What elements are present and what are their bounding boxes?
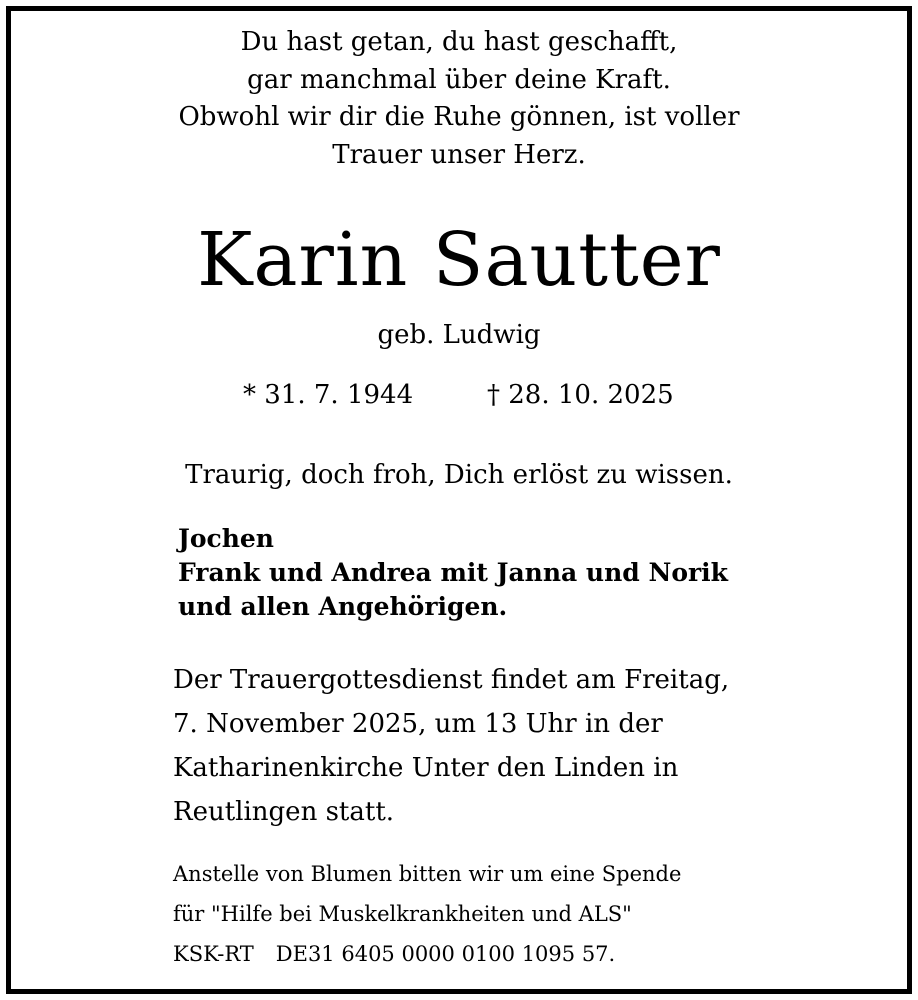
birth-date: * 31. 7. 1944 <box>243 380 414 410</box>
deceased-name: Karin Sautter <box>197 217 721 303</box>
donation-line: für "Hilfe bei Muskelkrankheiten und ALS" <box>173 902 632 926</box>
mourners-list <box>178 522 728 624</box>
consolation-line: Traurig, doch froh, Dich erlöst zu wissen. <box>185 460 733 490</box>
iban: DE31 6405 0000 0100 1095 57. <box>275 942 616 966</box>
service-line: Reutlingen statt. <box>173 797 395 827</box>
poem-line: Obwohl wir dir die Ruhe gönnen, ist voller <box>178 102 740 132</box>
mourner-line: Frank und Andrea mit Janna und Norik <box>178 558 728 587</box>
service-line: Der Trauergottesdienst findet am Freitag, <box>173 665 730 695</box>
death-date: † 28. 10. 2025 <box>487 380 674 410</box>
donation-notice <box>173 854 681 974</box>
service-line: Katharinenkirche Unter den Linden in <box>173 753 679 783</box>
mourner-line: Jochen <box>178 524 274 553</box>
bank-name: KSK-RT <box>173 942 254 966</box>
service-notice <box>173 658 729 834</box>
bank-details <box>173 934 681 974</box>
maiden-name: geb. Ludwig <box>377 320 541 350</box>
service-line: 7. November 2025, um 13 Uhr in der <box>173 709 663 739</box>
poem-line: gar manchmal über deine Kraft. <box>247 64 671 95</box>
mourner-line: und allen Angehörigen. <box>178 592 508 621</box>
poem-line: Du hast getan, du hast geschafft, <box>240 27 678 57</box>
poem <box>0 24 918 174</box>
poem-line: Trauer unser Herz. <box>332 139 586 170</box>
donation-line: Anstelle von Blumen bitten wir um eine Spende <box>173 862 682 886</box>
